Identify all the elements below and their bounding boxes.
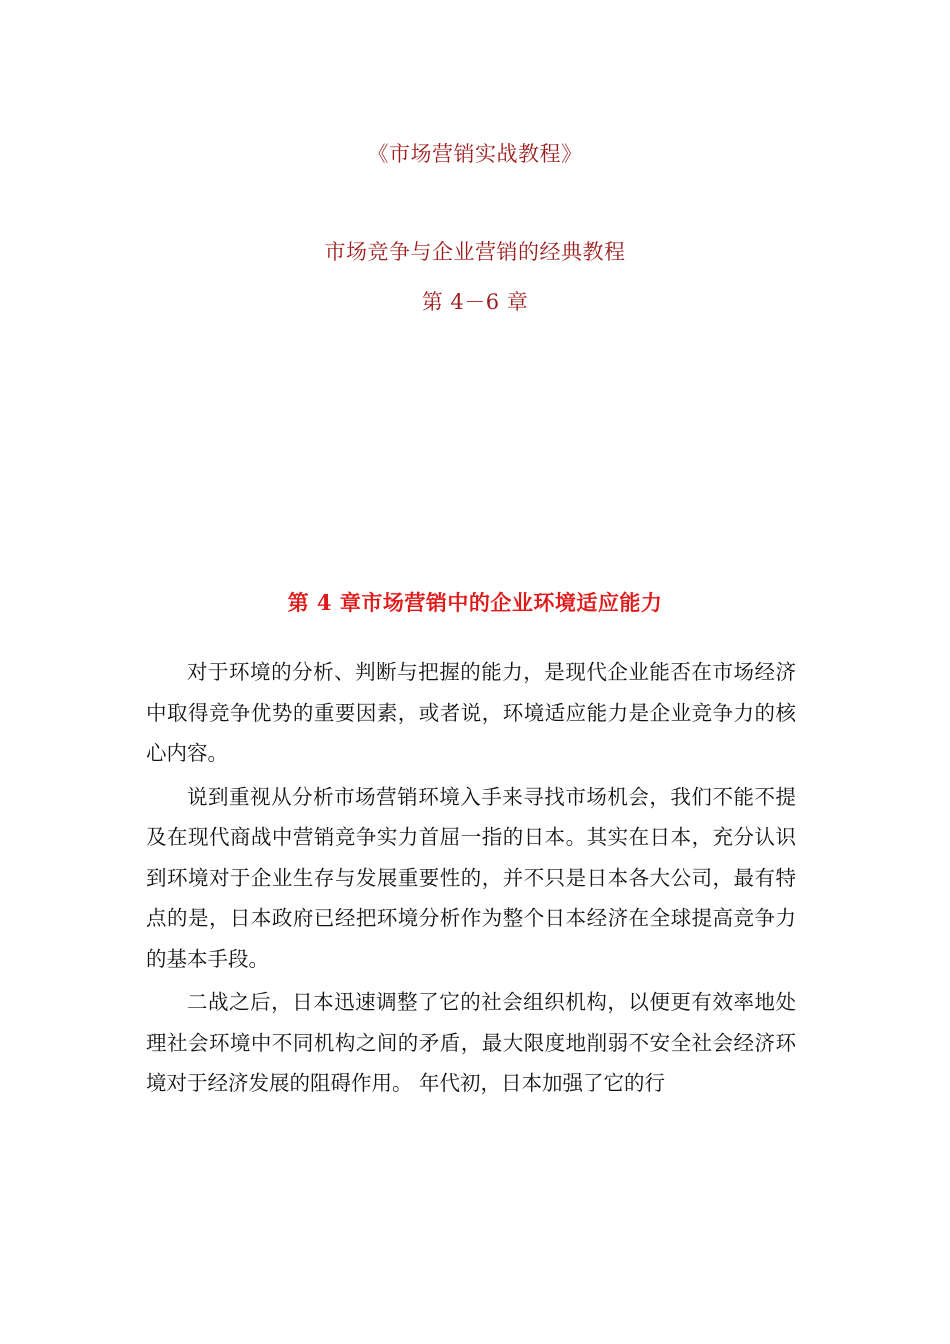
paragraph: 对于环境的分析、判断与把握的能力，是现代企业能否在市场经济中取得竞争优势的重要因素，或者说，环境适应能力是企业竞争力的核心内容。 (146, 660, 796, 765)
paragraph: 说到重视从分析市场营销环境入手来寻找市场机会，我们不能不提及在现代商战中营销竞争实力首屈一指的日本。其实在日本，充分认识到环境对于企业生存与发展重要性的，并不只是日本各大公司，最有特点的是，日本政府已经把环境分析作为整个日本经济在全球提高竞争力的基本手段。 (146, 784, 796, 971)
book-subtitle: 市场竞争与企业营销的经典教程 (324, 240, 626, 264)
book-title: 《市场营销实战教程》 (367, 142, 583, 166)
chapter-range: 第 4－6 章 (421, 290, 529, 314)
body-text (146, 652, 796, 1107)
chapter-heading: 第 4 章市场营销中的企业环境适应能力 (287, 590, 663, 615)
paragraph: 二战之后，日本迅速调整了它的社会组织机构，以便更有效率地处理社会环境中不同机构之间的矛盾，最大限度地削弱不安全社会经济环境对于经济发展的阻碍作用。 年代初，日本加强了它的行 (146, 990, 796, 1095)
